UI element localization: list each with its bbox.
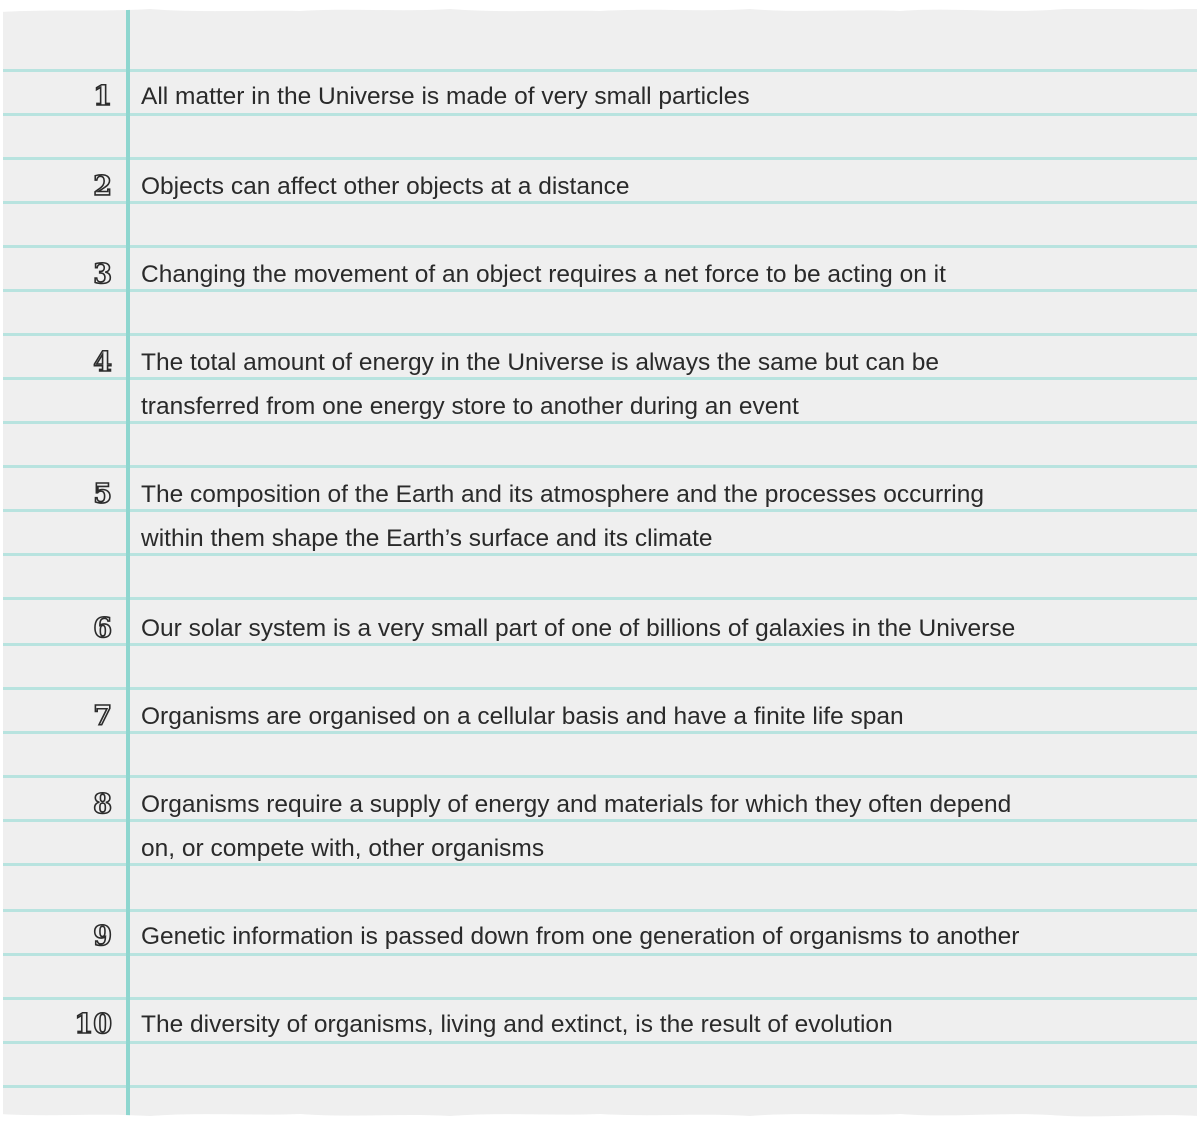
ruled-line: [3, 245, 1197, 248]
ruled-line: [3, 597, 1197, 600]
item-number: 4: [93, 347, 112, 378]
item-text: Objects can affect other objects at a distance: [141, 173, 630, 200]
item-number: 6: [93, 613, 112, 644]
ruled-line: [3, 1085, 1197, 1088]
item-number: 10: [74, 1009, 112, 1040]
notebook-paper: [3, 9, 1197, 1119]
ruled-line: [3, 909, 1197, 912]
item-number: 8: [93, 789, 112, 820]
item-number: 1: [93, 81, 112, 112]
item-text: transferred from one energy store to another during an event: [141, 393, 799, 420]
item-text: Genetic information is passed down from one generation of organisms to another: [141, 923, 1020, 950]
ruled-line: [3, 687, 1197, 690]
ruled-line: [3, 775, 1197, 778]
item-number: 9: [93, 921, 112, 952]
item-text: The diversity of organisms, living and extinct, is the result of evolution: [141, 1011, 893, 1038]
margin-line: [126, 9, 130, 1117]
ruled-line: [3, 157, 1197, 160]
item-text: on, or compete with, other organisms: [141, 835, 545, 862]
item-text: Our solar system is a very small part of one of billions of galaxies in the Universe: [141, 615, 1016, 642]
item-text: Changing the movement of an object requires a net force to be acting on it: [141, 261, 946, 288]
ruled-line: [3, 69, 1197, 72]
item-text: Organisms are organised on a cellular basis and have a finite life span: [141, 703, 904, 730]
item-number: 7: [93, 701, 112, 732]
ruled-line: [3, 465, 1197, 468]
item-text: The composition of the Earth and its atmosphere and the processes occurring: [141, 481, 984, 508]
item-number: 3: [93, 259, 112, 290]
item-text: The total amount of energy in the Universe is always the same but can be: [141, 349, 940, 376]
item-number: 5: [93, 479, 112, 510]
item-text: within them shape the Earth’s surface and its climate: [141, 525, 713, 552]
ruled-line: [3, 997, 1197, 1000]
item-text: Organisms require a supply of energy and materials for which they often depend: [141, 791, 1012, 818]
item-text: All matter in the Universe is made of very small particles: [141, 83, 750, 110]
ruled-line: [3, 333, 1197, 336]
item-number: 2: [93, 171, 112, 202]
